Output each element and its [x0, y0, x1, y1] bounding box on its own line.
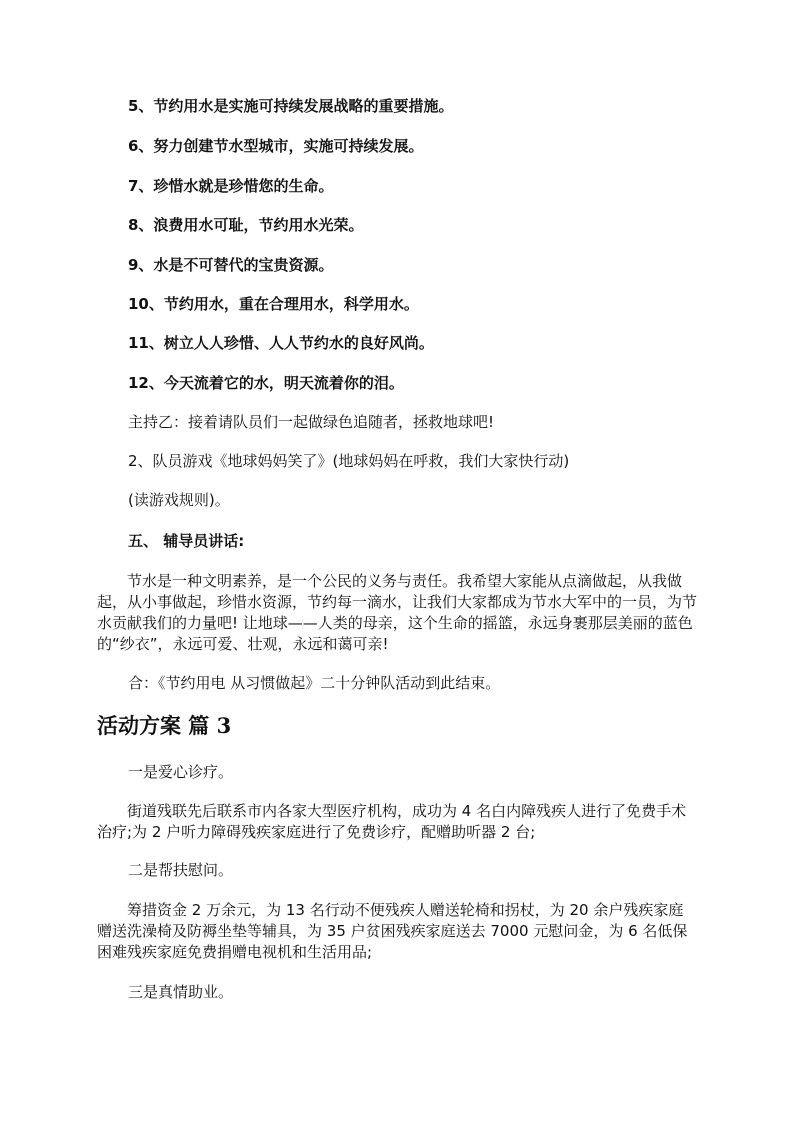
- counselor-speech: 节水是一种文明素养，是一个公民的义务与责任。我希望大家能从点滴做起，从我做起，从小事做起，珍惜水资源，节约每一滴水，让我们大家都成为节水大军中的一员，为节水贡献我们的力量吧! 让地球——人类的母亲，这个生命的摇篮，永远身裹那层美丽的蓝色的“纱衣”，永远可爱、壮观，永远和蔼可亲!: [97, 572, 698, 653]
- slogan-6: 6、努力创建节水型城市，实施可持续发展。: [128, 137, 424, 155]
- slogan-11: 11、树立人人珍惜、人人节约水的良好风尚。: [128, 334, 434, 352]
- plan-3-heading: 活动方案 篇 3: [97, 713, 232, 738]
- slogan-10: 10、节约用水，重在合理用水，科学用水。: [128, 295, 419, 313]
- host-b-line: 主持乙：接着请队员们一起做绿色追随者，拯救地球吧!: [128, 413, 495, 431]
- section-5-title: 五、 辅导员讲话:: [128, 532, 245, 550]
- item-2-title: 二是帮扶慰问。: [128, 861, 234, 879]
- slogan-7: 7、珍惜水就是珍惜您的生命。: [128, 177, 334, 195]
- item-1-title: 一是爱心诊疗。: [128, 763, 234, 781]
- slogan-5: 5、节约用水是实施可持续发展战略的重要措施。: [128, 97, 454, 115]
- item-1-body: 街道残联先后联系市内各家大型医疗机构，成功为 4 名白内障残疾人进行了免费手术治疗;为 2 户听力障碍残疾家庭进行了免费诊疗，配赠助听器 2 台;: [97, 802, 687, 841]
- game-rules-line: (读游戏规则)。: [128, 491, 230, 509]
- game-line: 2、队员游戏《地球妈妈笑了》(地球妈妈在呼救，我们大家快行动): [128, 452, 570, 470]
- item-2-body: 筹措资金 2 万余元，为 13 名行动不便残疾人赠送轮椅和拐杖，为 20 余户残疾家庭赠送洗澡椅及防褥坐垫等辅具，为 35 户贫困残疾家庭送去 7000 元慰问金，为 6 名低保困难残疾家庭免费捐赠电视机和生活用品;: [97, 901, 688, 961]
- item-3-title: 三是真情助业。: [128, 983, 234, 1001]
- slogan-9: 9、水是不可替代的宝贵资源。: [128, 256, 334, 274]
- slogan-8: 8、浪费用水可耻，节约用水光荣。: [128, 216, 364, 234]
- slogan-12: 12、今天流着它的水，明天流着你的泪。: [128, 374, 404, 392]
- closing-line: 合：《节约用电 从习惯做起》二十分钟队活动到此结束。: [128, 674, 501, 692]
